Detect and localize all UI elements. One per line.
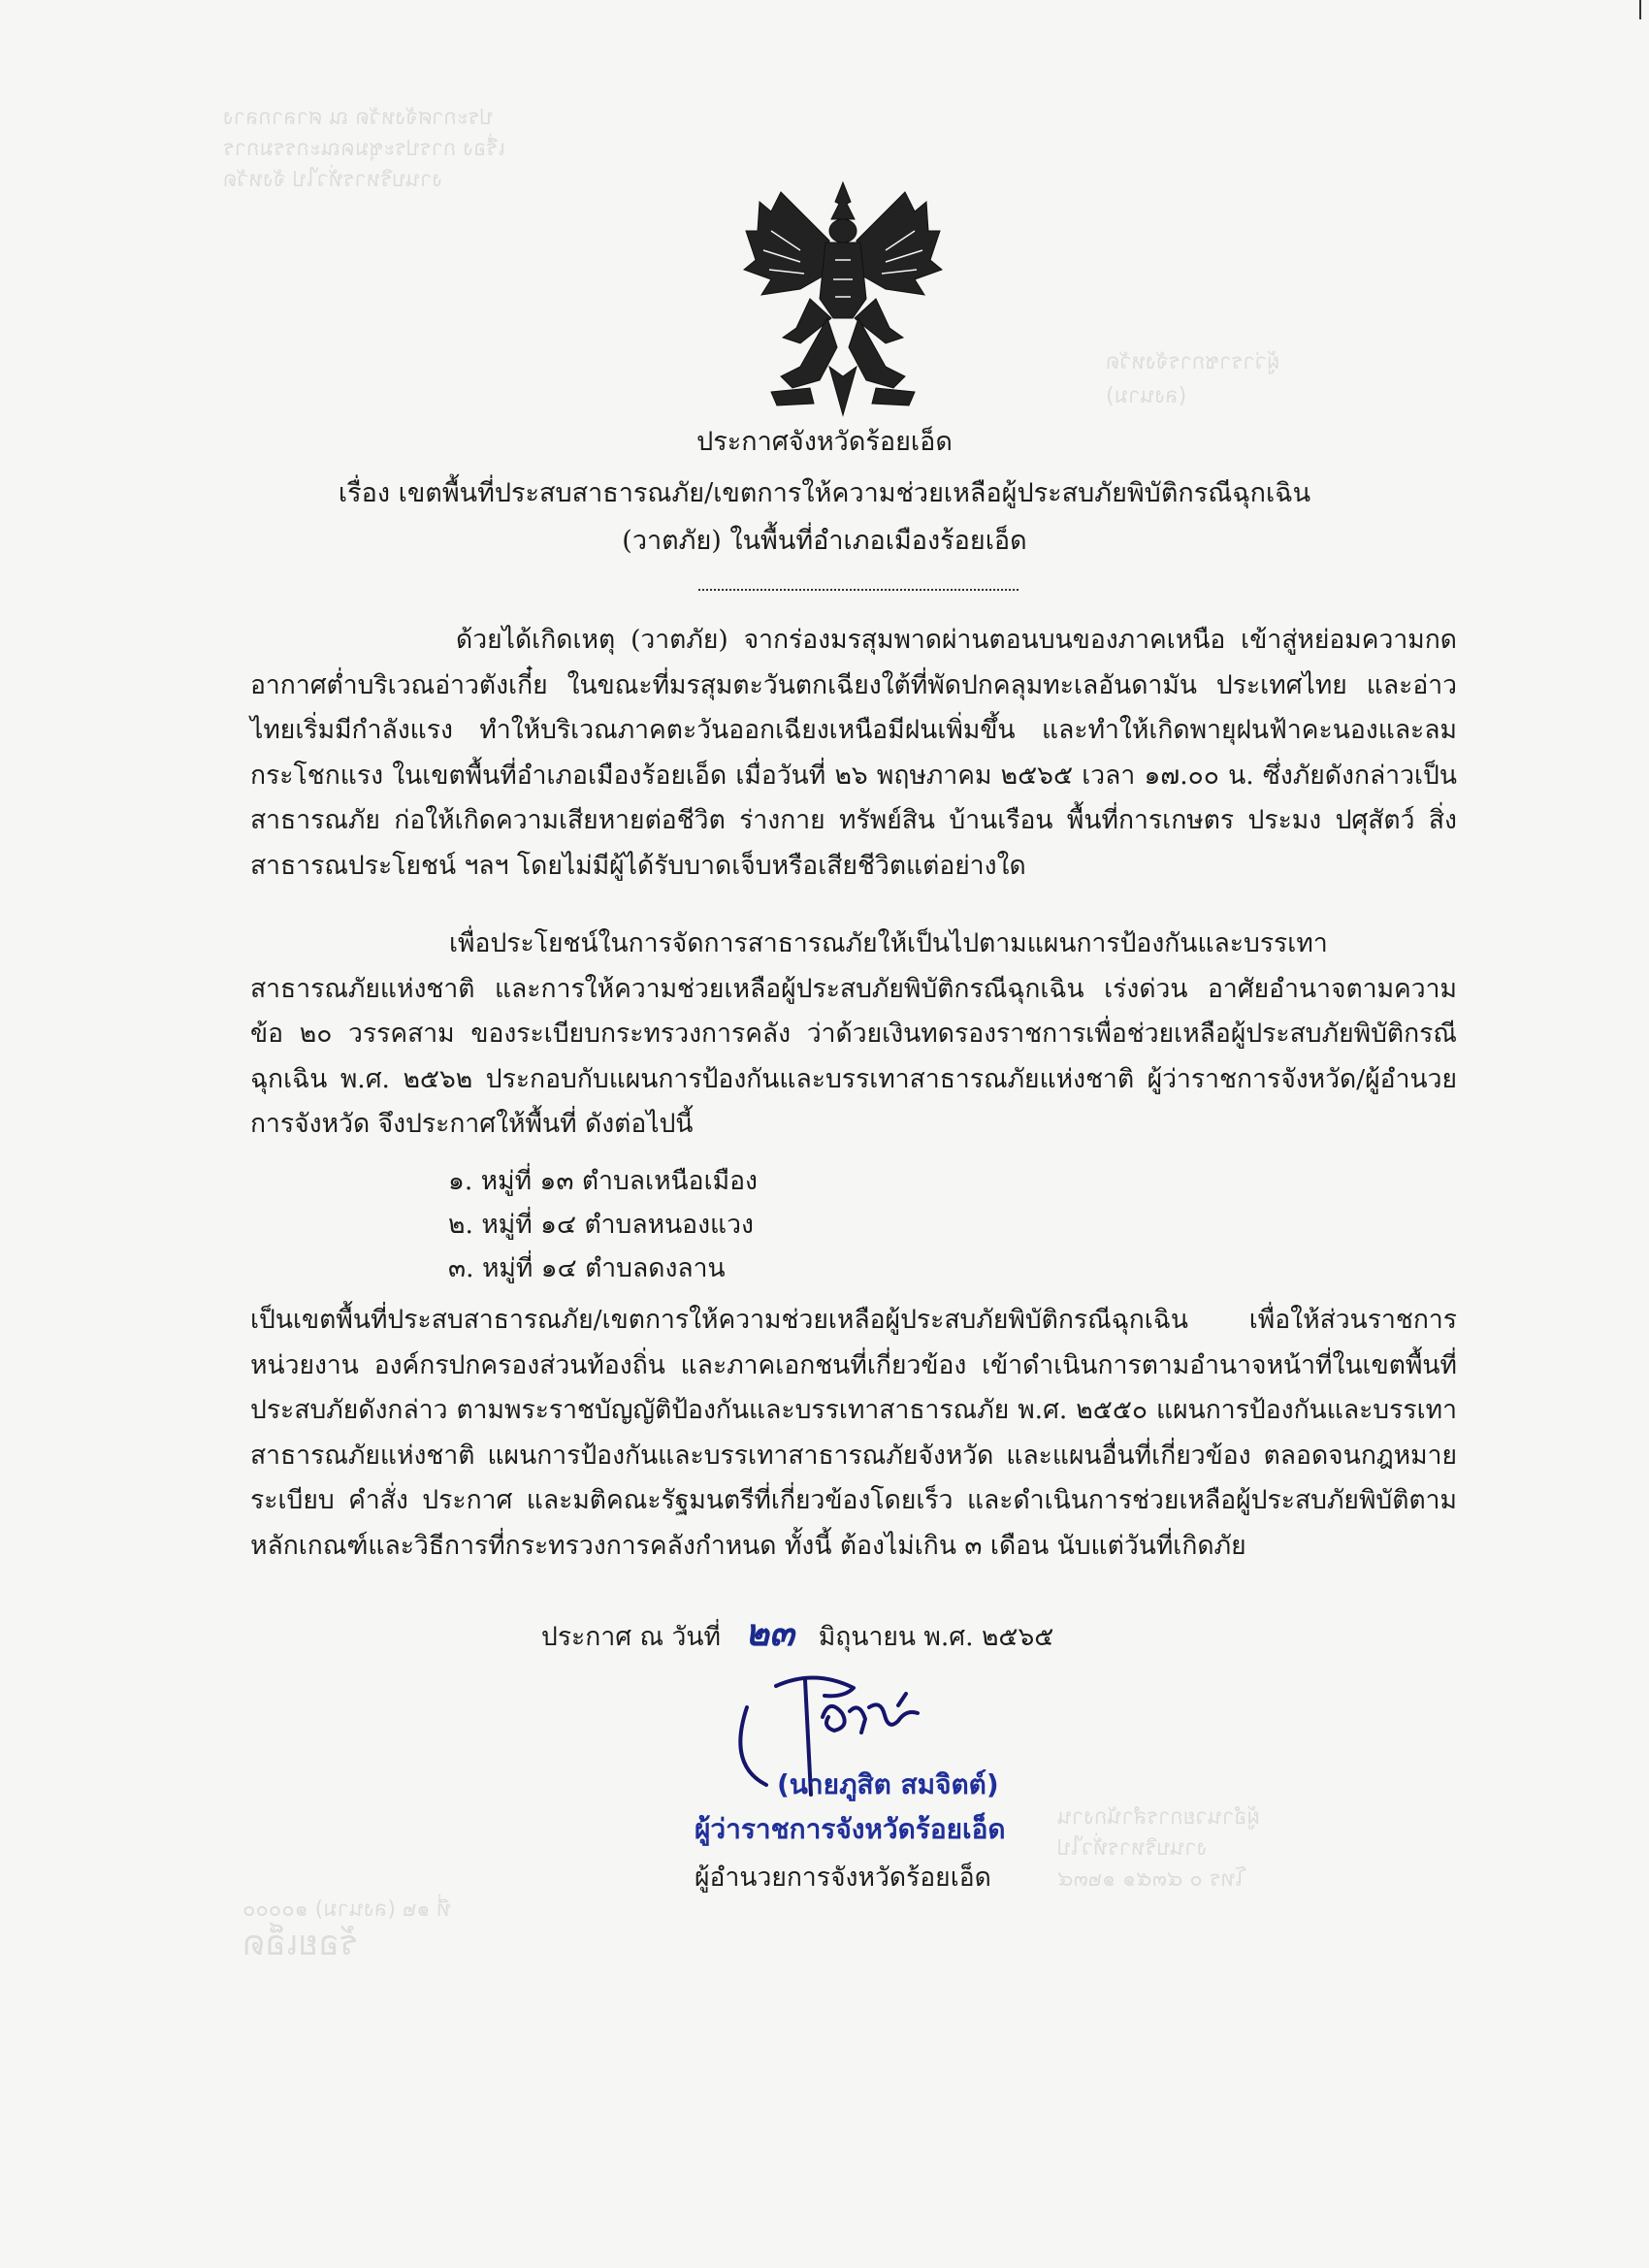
paragraph-declaration: เป็นเขตพื้นที่ประสบสาธารณภัย/เขตการให้ความช่วยเหลือผู้ประสบภัยพิบัติกรณีฉุกเฉิน เพื่อให้ส่วนราชการ หน่วยงาน องค์กรปกครองส่วนท้องถิ่น และภาคเอกชนที่เกี่ยวข้อง เข้าดำเนินการตามอำนาจหน้าที่ในเขตพื้นที่ประสบภัยดังกล่าว ตามพระราชบัญญัติป้องกันและบรรเทาสาธารณภัย พ.ศ. ๒๕๕๐ แผนการป้องกันและบรรเทาสาธารณภัยแห่งชาติ แผนการป้องกันและบรรเทาสาธารณภัยจังหวัด และแผนอื่นที่เกี่ยวข้อง ตลอดจนกฎหมาย ระเบียบ คำสั่ง ประกาศ และมติคณะรัฐมนตรีที่เกี่ยวข้องโดยเร็ว และดำเนินการช่วยเหลือผู้ประสบภัยพิบัติตามหลักเกณฑ์และวิธีการที่กระทรวงการคลังกำหนด ทั้งนี้ ต้องไม่เกิน ๓ เดือน นับแต่วันที่เกิดภัย bbox=[250, 1305, 1457, 1561]
issuer-heading: ประกาศจังหวัดร้อยเอ็ด bbox=[696, 427, 953, 457]
area-item-3: ๓. หมู่ที่ ๑๔ ตำบลดงลาน bbox=[448, 1253, 726, 1283]
date-day-handwritten: ๒๓ bbox=[744, 1611, 794, 1654]
subject-line-2: (วาตภัย) ในพื้นที่อำเภอเมืองร้อยเอ็ด bbox=[622, 526, 1027, 556]
garuda-emblem bbox=[742, 173, 944, 417]
paragraph-authority: เพื่อประโยชน์ในการจัดการสาธารณภัยให้เป็นไปตามแผนการป้องกันและบรรเทาสาธารณภัยแห่งชาติ และการให้ความช่วยเหลือผู้ประสบภัยพิบัติกรณีฉุกเฉิน เร่งด่วน อาศัยอำนาจตามความ ข้อ ๒๐ วรรคสาม ของระเบียบกระทรวงการคลัง ว่าด้วยเงินทดรองราชการเพื่อช่วยเหลือผู้ประสบภัยพิบัติกรณีฉุกเฉิน พ.ศ. ๒๕๖๒ ประกอบกับแผนการป้องกันและบรรเทาสาธารณภัยแห่งชาติ ผู้ว่าราชการจังหวัด/ผู้อำนวยการจังหวัด จึงประกาศให้พื้นที่ ดังต่อไปนี้ bbox=[250, 928, 1457, 1139]
area-item-1: ๑. หมู่ที่ ๑๓ ตำบลเหนือเมือง bbox=[448, 1166, 758, 1196]
area-item-2: ๒. หมู่ที่ ๑๔ ตำบลหนองแวง bbox=[448, 1210, 754, 1240]
page-edge-mark bbox=[1639, 0, 1641, 19]
signatory-title: ผู้อำนวยการจังหวัดร้อยเอ็ด bbox=[695, 1863, 991, 1893]
position-stamp: ผู้ว่าราชการจังหวัดร้อยเอ็ด bbox=[695, 1813, 1006, 1845]
heading-divider bbox=[698, 589, 1018, 591]
date-suffix: มิถุนายน พ.ศ. ๒๕๖๕ bbox=[818, 1622, 1054, 1652]
name-stamp: (นายภูสิต สมจิตต์) bbox=[777, 1768, 999, 1800]
subject-line-1: เรื่อง เขตพื้นที่ประสบสาธารณภัย/เขตการให้ความช่วยเหลือผู้ประสบภัยพิบัติกรณีฉุกเฉิน bbox=[338, 478, 1311, 508]
paragraph-incident: ด้วยได้เกิดเหตุ (วาตภัย) จากร่องมรสุมพาดผ่านตอนบนของภาคเหนือ เข้าสู่หย่อมความกดอากาศต่ำบริเวณอ่าวตังเกี๋ย ในขณะที่มรสุมตะวันตกเฉียงใต้ที่พัดปกคลุมทะเลอันดามัน ประเทศไทย และอ่าวไทยเริ่มมีกำลังแรง ทำให้บริเวณภาคตะวันออกเฉียงเหนือมีฝนเพิ่มขึ้น และทำให้เกิดพายุฝนฟ้าคะนองและลมกระโชกแรง ในเขตพื้นที่อำเภอเมืองร้อยเอ็ด เมื่อวันที่ ๒๖ พฤษภาคม ๒๕๖๕ เวลา ๑๗.๐๐ น. ซึ่งภัยดังกล่าวเป็นสาธารณภัย ก่อให้เกิดความเสียหายต่อชีวิต ร่างกาย ทรัพย์สิน บ้านเรือน พื้นที่การเกษตร ประมง ปศุสัตว์ สิ่งสาธารณประโยชน์ ฯลฯ โดยไม่มีผู้ได้รับบาดเจ็บหรือเสียชีวิตแต่อย่างใด bbox=[250, 625, 1457, 881]
date-prefix: ประกาศ ณ วันที่ bbox=[541, 1622, 721, 1652]
